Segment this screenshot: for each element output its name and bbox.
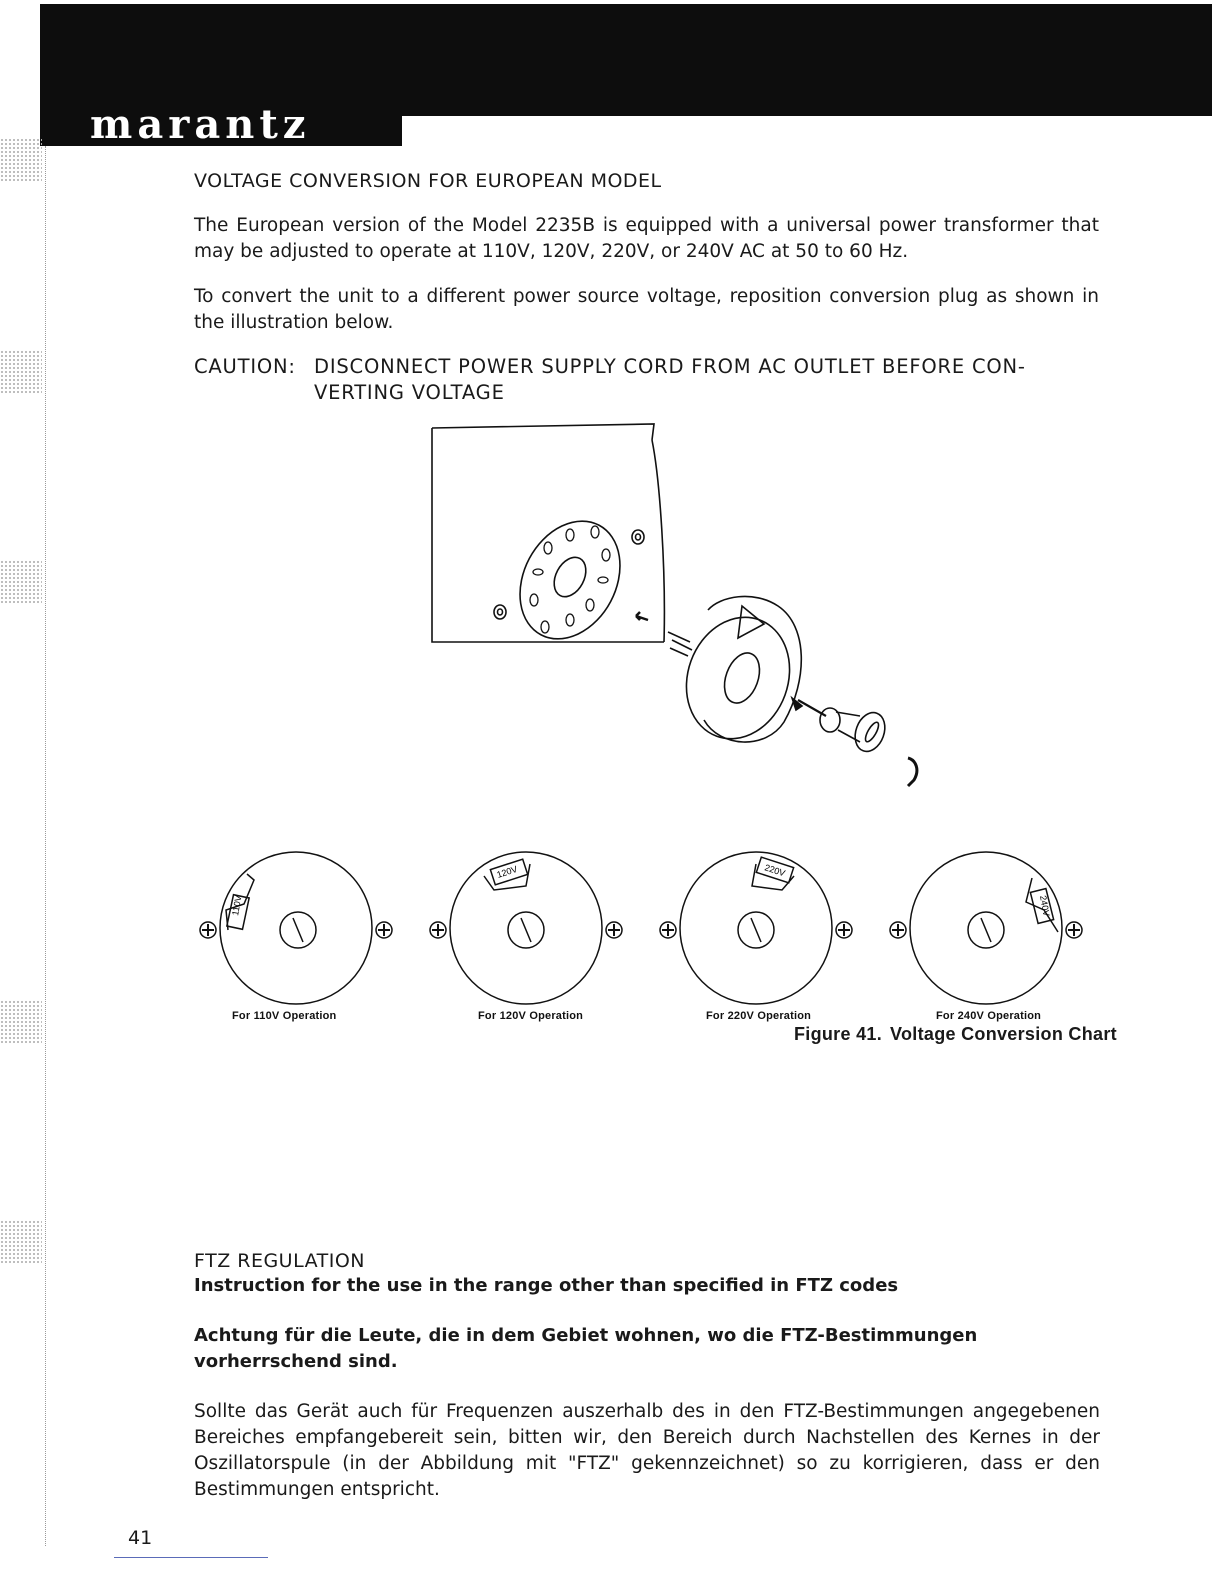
dial-voltage-label: 240V [1038,894,1052,918]
dial-220v-diagram [652,840,860,1010]
caution-line-2: VERTING VOLTAGE [314,381,505,404]
voltage-paragraph-2: To convert the unit to a different power source voltage, reposition conversion plug as shown in the illustration below. [194,286,1099,333]
dial-voltage-label: 110V [230,894,244,917]
margin-punch-marks [0,1220,42,1264]
page-rule [114,1557,268,1558]
figure-caption [794,1024,1117,1045]
dial-120v-diagram [422,840,630,1010]
margin-punch-marks [0,138,42,182]
ftz-german-heading: Achtung für die Leute, die in dem Gebiet wohnen, wo die FTZ-Bestimmungen vorherrschend sind. [194,1325,978,1372]
brand-logo: marantz [90,101,311,148]
caution-line-1: DISCONNECT POWER SUPPLY CORD FROM AC OUTLET BEFORE CON- [314,355,1026,378]
caution-notice [194,354,1094,406]
ftz-german-body: Sollte das Gerät auch für Frequenzen auszerhalb des in den FTZ-Bestimmungen angegebenen Bereiches empfangebereit sein, bitten wir, den Bereich durch Nachstellen des Kernes in der Oszillatorspule (in der Abbildung mit "FTZ" gekennzeichnet) so zu korrigieren, dass er den Bestimmungen entspricht. [194,1401,1100,1500]
ftz-subtitle: Instruction for the use in the range other than specified in FTZ codes [194,1275,899,1296]
caution-label: CAUTION: [194,355,296,378]
dial-caption-240v: For 240V Operation [936,1010,1042,1022]
voltage-paragraph-1: The European version of the Model 2235B is equipped with a universal power transformer that may be adjusted to operate at 110V, 120V, 220V, or 240V AC at 50 to 60 Hz. [194,215,1099,262]
dial-110v-diagram [192,840,400,1010]
figure-title: Voltage Conversion Chart [890,1024,1117,1044]
dial-voltage-label: 220V [763,862,787,879]
figure-number: Figure 41. [794,1024,883,1044]
page-number: 41 [128,1527,153,1549]
margin-punch-marks [0,560,42,604]
margin-punch-marks [0,350,42,394]
margin-punch-marks [0,1000,42,1044]
dial-caption-110v: For 110V Operation [232,1010,337,1022]
dial-caption-120v: For 120V Operation [478,1010,584,1022]
section-title-ftz: FTZ REGULATION [194,1250,366,1272]
dial-240v-diagram [882,840,1090,1010]
margin-line [45,146,47,1546]
dial-caption-220v: For 220V Operation [706,1010,812,1022]
dial-voltage-label: 120V [495,863,519,880]
section-title-voltage: VOLTAGE CONVERSION FOR EUROPEAN MODEL [194,170,662,192]
voltage-selector-illustration [420,420,940,800]
